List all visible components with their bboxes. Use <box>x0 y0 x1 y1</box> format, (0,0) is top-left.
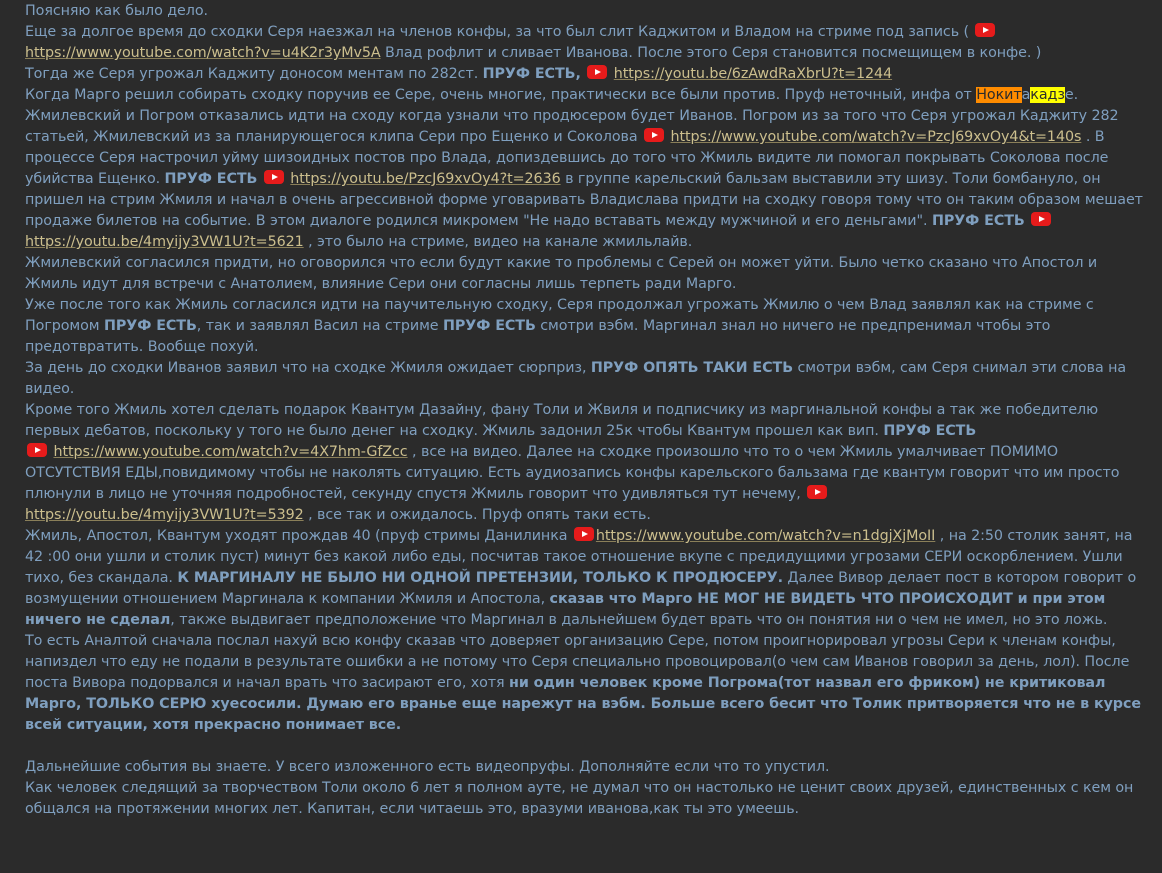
post-text: а <box>1021 87 1031 103</box>
paragraph <box>25 1 1152 22</box>
blank-line <box>25 736 1152 757</box>
proof-label: ПРУФ ЕСТЬ <box>103 318 197 334</box>
paragraph <box>25 64 1152 85</box>
bold-text: К МАРГИНАЛУ НЕ БЫЛО НИ ОДНОЙ ПРЕТЕНЗИИ, ТОЛЬКО К ПРОДЮСЕРУ. <box>177 570 783 586</box>
youtube-link[interactable]: https://youtu.be/4myijy3VW1U?t=5392 <box>25 507 304 523</box>
post-text: Жмиль, Апостол, Квантум уходят прождав 40 (пруф стримы Данилинка <box>25 528 568 544</box>
paragraph <box>25 400 1152 526</box>
youtube-link[interactable]: https://www.youtube.com/watch?v=4X7hm-GfZcc <box>53 444 408 460</box>
paragraph <box>25 358 1152 400</box>
post-text: Тогда же Серя угрожал Каджиту доносом ментам по 282ст. <box>25 66 483 82</box>
post-text: Уже после того как Жмиль согласился идти на паучительную сходку, Серя продолжал угрожать Жмилю о чем Влад заявлял как на стриме с Погромом <box>25 297 1094 334</box>
post-text: . В процессе Серя настрочил уйму шизоидных постов про Влада, допиздевшись до того что Жмиль видите ли помогал покрывать Соколова после убийства Ещенко. <box>25 129 1109 187</box>
highlighted-text: Нокит <box>976 87 1022 103</box>
proof-label: ПРУФ ЕСТЬ, <box>482 66 581 82</box>
youtube-icon <box>644 128 664 142</box>
proof-label: ПРУФ ЕСТЬ <box>883 423 977 439</box>
post-text: Жмилевский и Погром отказались идти на сходу когда узнали что продюсером будет Иванов. Погром из за того что Серя угрожал Каджиту 282 статьей, Жмилевский из за планирующегося клипа Сери про Ещенко и Соколова <box>25 108 1119 145</box>
post-text: Дальнейшие события вы знаете. У всего изложенного есть видеопруфы. Дополняйте если что то упустил. <box>25 759 830 775</box>
proof-label: ПРУФ ЕСТЬ <box>164 171 258 187</box>
post-text: Влад рофлит и сливает Иванова. После этого Серя становится посмещищем в конфе. ) <box>380 45 1042 61</box>
paragraph <box>25 295 1152 358</box>
post-text: Поясняю как было дело. <box>25 3 208 19</box>
paragraph <box>25 526 1152 631</box>
post-text: Как человек следящий за творчеством Толи около 6 лет я полном ауте, не думал что он настолько не ценит своих друзей, единственных с кем он общался на протяжении многих лет. Капитан, если читаешь это, вразуми иванова,как ты это умеешь. <box>25 780 1134 817</box>
highlighted-text: кадз <box>1030 87 1065 103</box>
paragraph <box>25 778 1152 820</box>
post-text: Еще за долгое время до сходки Серя наезжал на членов конфы, за что был слит Каджитом и Владом на стриме под запись ( <box>25 24 969 40</box>
post-text: То есть Аналтой сначала послал нахуй всю конфу сказав что доверяет организацию Сере, потом проигнорировал угрозы Сери к членам конфы, напиздел что еду не подали в результате ошибки а не потому что Серя специально провоцировал(о чем сам Иванов говорил за день, лол). После поста Вивора подорвался и начал врать что засирают его, хотя <box>25 633 1130 691</box>
youtube-icon <box>1031 212 1051 226</box>
paragraph <box>25 631 1152 736</box>
youtube-icon <box>264 170 284 184</box>
youtube-icon <box>574 527 594 541</box>
proof-label: ПРУФ ЕСТЬ <box>931 213 1025 229</box>
post-text: . <box>1073 87 1079 103</box>
youtube-link[interactable]: https://youtu.be/4myijy3VW1U?t=5621 <box>25 234 304 250</box>
youtube-link[interactable]: https://youtu.be/PzcJ69xvOy4?t=2636 <box>290 171 561 187</box>
post-text: За день до сходки Иванов заявил что на сходке Жмиля ожидает сюрприз, <box>25 360 591 376</box>
youtube-icon <box>27 443 47 457</box>
paragraph <box>25 253 1152 295</box>
post-text: Когда Марго решил собирать сходку поручив ее Сере, очень многие, практически все были против. Пруф неточный, инфа от <box>25 87 977 103</box>
youtube-link[interactable]: https://www.youtube.com/watch?v=n1dgjXjMoII <box>595 528 936 544</box>
paragraph <box>25 106 1152 253</box>
post-text: , также выдвигает предположение что Маргинал в дальнейшем будет врать что он понятия ни о чем не имел, но это ложь. <box>170 612 1108 628</box>
youtube-link[interactable]: https://youtu.be/6zAwdRaXbrU?t=1244 <box>613 66 893 82</box>
post-text: , так и заявлял Васил на стриме <box>196 318 443 334</box>
youtube-icon <box>975 23 995 37</box>
youtube-link[interactable]: https://www.youtube.com/watch?v=u4K2r3yMv5A <box>25 45 381 61</box>
post-text: , на 2:50 столик занят, на 42 :00 они ушли и столик пуст) минут без какой либо еды, посчитав такое отношение вкупе с предидущими угрозами СЕРИ оскорблением. Ушли тихо, без скандала. <box>25 528 1133 586</box>
bold-text: ни один человек кроме Погрома(тот назвал его фриком) не критиковал Марго, ТОЛЬКО СЕРЮ хуесосили. Думаю его вранье еще нарежут на вэбм. Больше всего бесит что Толик притворяется что не в курсе всей ситуации, хотя прекрасно понимает все. <box>25 675 1141 733</box>
paragraph <box>25 22 1152 64</box>
youtube-icon <box>807 485 827 499</box>
proof-label: ПРУФ ЕСТЬ <box>442 318 536 334</box>
post-text: , все так и ожидалось. Пруф опять таки есть. <box>303 507 651 523</box>
post-text: е <box>1064 87 1074 103</box>
youtube-icon <box>587 65 607 79</box>
post-text: Жмилевский согласился придти, но оговорился что если будут какие то проблемы с Серей он может уйти. Было четко сказано что Апостол и Жмиль идут для встречи с Анатолием, влияние Сери они согласны лишь терпеть ради Марго. <box>25 255 1098 292</box>
paragraph <box>25 757 1152 778</box>
post-text: смотри вэбм. Маргинал знал но ничего не предпренимал чтобы это предотвратить. Вообще похуй. <box>25 318 1051 355</box>
bold-text: сказав что Марго НЕ МОГ НЕ ВИДЕТЬ ЧТО ПРОИСХОДИТ и при этом ничего не сделал <box>25 591 1106 628</box>
post-text: , все на видео. Далее на сходке произошло что то о чем Жмиль умалчивает ПОМИМО ОТСУТСТВИЯ ЕДЫ,повидимому чтобы не наколять ситуацию. Есть аудиозапись конфы карельского бальзама где квантум говорит что им просто плюнули в лицо не уточняя подробностей, секунду спустя Жмиль говорит что удивляться тут нечему, <box>25 444 1120 502</box>
youtube-link[interactable]: https://www.youtube.com/watch?v=PzcJ69xvOy4&t=140s <box>670 129 1082 145</box>
post-text: Далее Вивор делает пост в котором говорит о возмущении отношением Маргинала к компании Жмиля и Апостола, <box>25 570 1137 607</box>
proof-label: ПРУФ ОПЯТЬ ТАКИ ЕСТЬ <box>590 360 794 376</box>
paragraph <box>25 85 1152 106</box>
post-text: , это было на стриме, видео на канале жмильлайв. <box>303 234 693 250</box>
post-text: в группе карельский бальзам выставили эту шизу. Толи бомбануло, он пришел на стрим Жмиля и начал в очень агрессивной форме уговаривать Владислава придти на сходку говоря тому что он таким образом мешает продаже билетов на событие. В этом диалоге родился микромем "Не надо вставать между мужчиной и его деньгами". <box>25 171 1143 229</box>
post-text: Кроме того Жмиль хотел сделать подарок Квантум Дазайну, фану Толи и Жвиля и подписчику из маргинальной конфы а так же победителю первых дебатов, поскольку у того не было денег на сходку. Жмиль задонил 25к чтобы Квантум прошел как вип. <box>25 402 1099 439</box>
post-text: смотри вэбм, сам Серя снимал эти слова на видео. <box>25 360 1127 397</box>
